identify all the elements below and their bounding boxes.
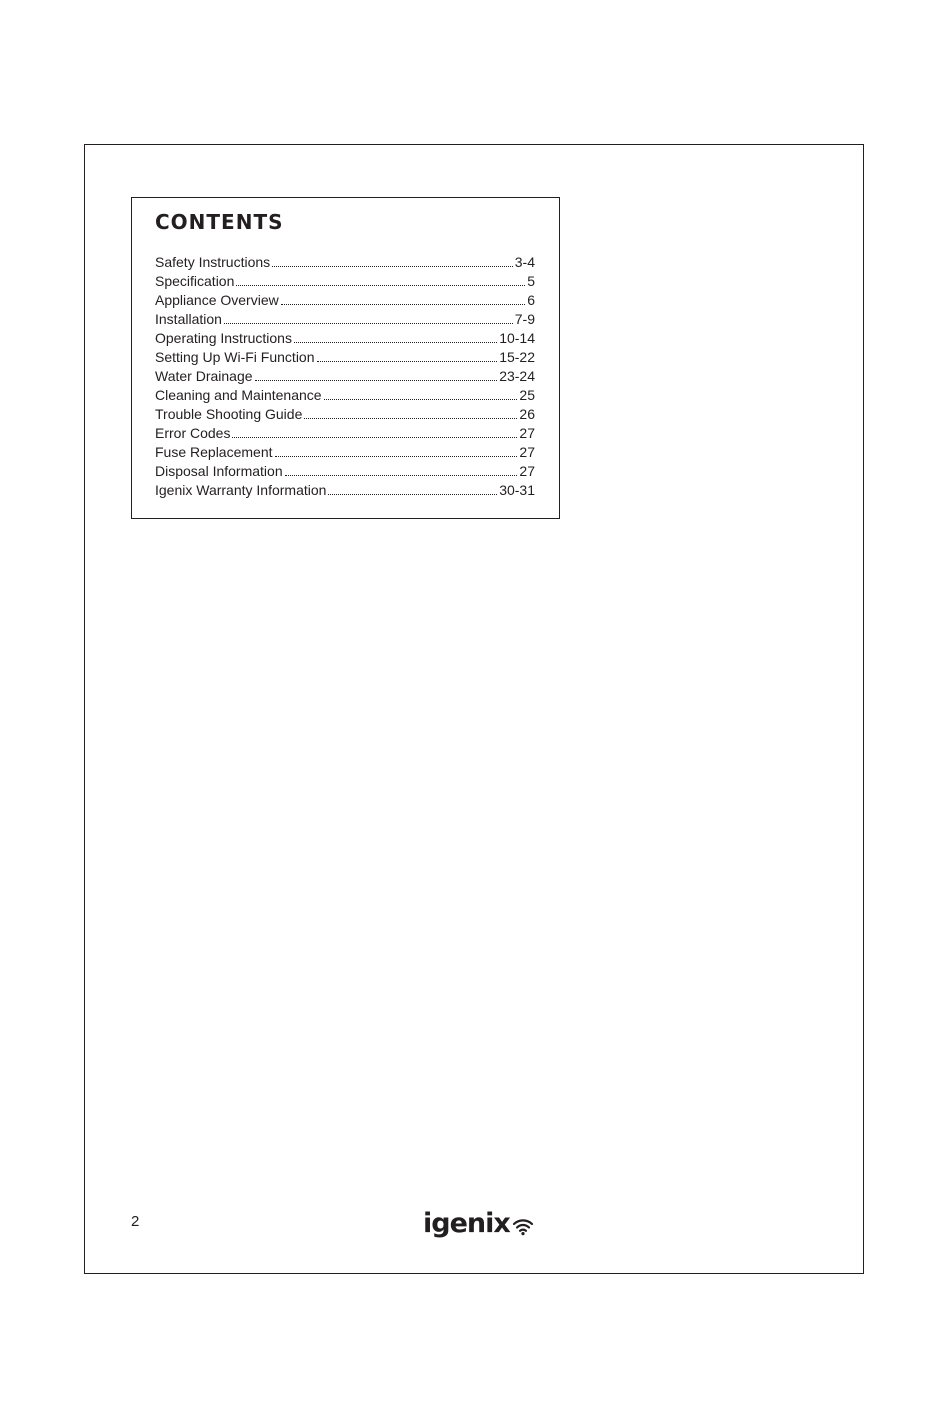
toc-entry[interactable] [155,424,535,443]
toc-entry-title: Installation [155,311,222,327]
toc-dot-leader [232,436,517,438]
toc-list [155,253,535,500]
toc-dot-leader [294,341,497,343]
toc-dot-leader [236,284,525,286]
toc-entry-page: 7-9 [514,311,535,327]
toc-entry[interactable] [155,443,535,462]
toc-dot-leader [285,474,518,476]
toc-entry[interactable] [155,291,535,310]
toc-dot-leader [281,303,525,305]
toc-entry-page: 25 [519,387,535,403]
toc-entry-title: Operating Instructions [155,330,292,346]
toc-entry[interactable] [155,405,535,424]
toc-dot-leader [328,493,497,495]
toc-entry-title: Trouble Shooting Guide [155,406,303,422]
toc-entry[interactable] [155,272,535,291]
toc-entry[interactable] [155,481,535,500]
toc-entry[interactable] [155,253,535,272]
toc-entry[interactable] [155,386,535,405]
toc-entry-title: Error Codes [155,425,231,441]
toc-entry[interactable] [155,462,535,481]
toc-entry-title: Disposal Information [155,463,283,479]
toc-entry-title: Fuse Replacement [155,444,273,460]
toc-dot-leader [272,265,513,267]
toc-entry-page: 23-24 [499,368,535,384]
toc-entry-page: 10-14 [499,330,535,346]
contents-title: CONTENTS [155,210,284,234]
toc-entry[interactable] [155,367,535,386]
brand-name: igenix [423,1208,510,1239]
toc-entry-title: Safety Instructions [155,254,271,270]
wifi-icon [512,1216,534,1236]
toc-dot-leader [255,379,498,381]
toc-entry-page: 27 [519,425,535,441]
toc-dot-leader [224,322,513,324]
toc-entry-page: 27 [519,444,535,460]
toc-dot-leader [317,360,498,362]
toc-entry-page: 3-4 [514,254,535,270]
toc-entry-page: 15-22 [499,349,535,365]
brand-logo [423,1206,534,1242]
toc-dot-leader [324,398,518,400]
toc-entry-page: 27 [519,463,535,479]
page-number: 2 [131,1213,140,1230]
toc-entry-title: Water Drainage [155,368,253,384]
toc-entry[interactable] [155,329,535,348]
toc-entry-title: Specification [155,273,235,289]
toc-entry-title: Igenix Warranty Information [155,482,327,498]
toc-entry-page: 5 [527,273,535,289]
toc-entry-title: Cleaning and Maintenance [155,387,322,403]
toc-entry-page: 30-31 [499,482,535,498]
toc-entry-page: 6 [527,292,535,308]
toc-entry[interactable] [155,310,535,329]
toc-dot-leader [275,455,518,457]
contents-box [131,197,560,519]
toc-entry[interactable] [155,348,535,367]
toc-entry-title: Appliance Overview [155,292,279,308]
toc-entry-title: Setting Up Wi-Fi Function [155,349,315,365]
toc-dot-leader [304,417,517,419]
toc-entry-page: 26 [519,406,535,422]
